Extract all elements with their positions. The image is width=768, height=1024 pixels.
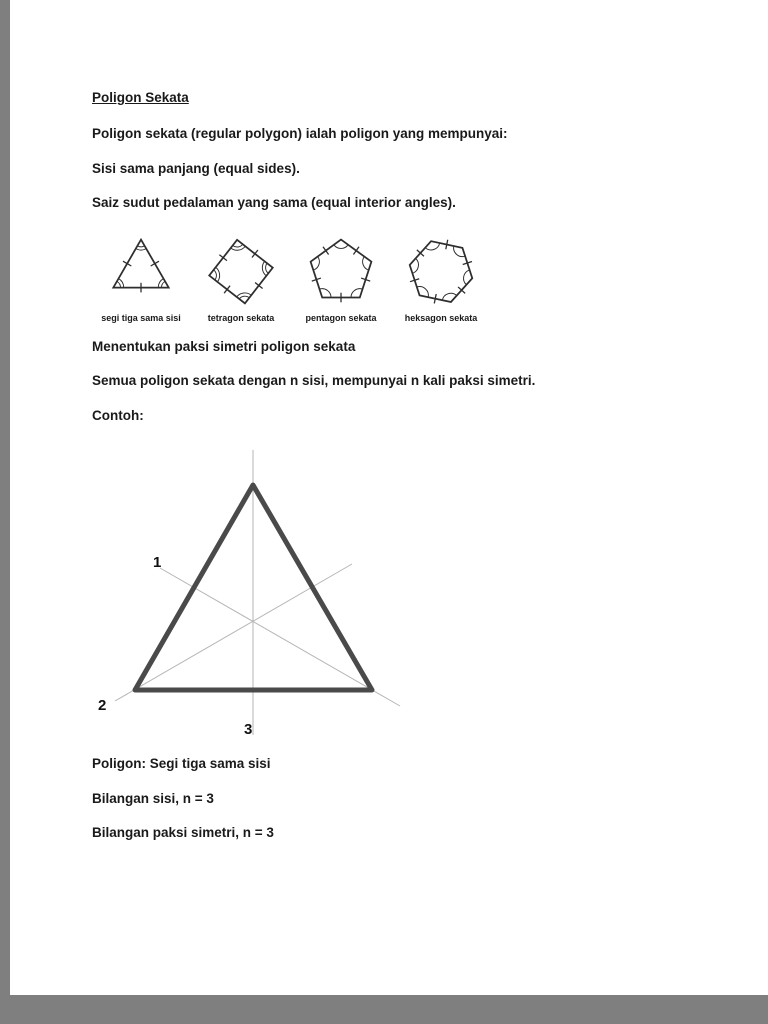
segitiga-shape <box>101 230 181 310</box>
section-heading: Menentukan paksi simetri poligon sekata <box>92 338 356 354</box>
heksagon-shape <box>401 230 481 310</box>
symmetry-triangle-figure <box>90 442 420 752</box>
document-page <box>10 0 768 995</box>
polygon-figure-pentagon <box>298 230 384 323</box>
polygon-figure-heksagon <box>398 230 484 323</box>
example-caption-axes: Bilangan paksi simetri, n = 3 <box>92 825 274 841</box>
polygon-figure-segitiga <box>98 230 184 323</box>
polygon-figure-label: segi tiga sama sisi <box>101 312 181 323</box>
polygon-figure-label: heksagon sekata <box>404 312 478 323</box>
polygon-figure-label: pentagon sekata <box>305 312 377 323</box>
document-content <box>10 0 768 841</box>
polygon-figure-tetragon <box>198 230 284 323</box>
example-caption-polygon: Poligon: Segi tiga sama sisi <box>92 756 271 772</box>
point-equal-angles: Saiz sudut pedalaman yang sama (equal interior angles). <box>92 195 456 211</box>
axis-label-2: 2 <box>98 697 107 715</box>
polygon-figures-row <box>98 230 728 339</box>
point-equal-sides: Sisi sama panjang (equal sides). <box>92 160 300 176</box>
symmetry-axis-2 <box>115 564 352 701</box>
tetragon-shape <box>201 230 281 310</box>
axis-label-3: 3 <box>244 721 253 739</box>
polygon-figure-label: tetragon sekata <box>207 312 275 323</box>
intro-paragraph: Poligon sekata (regular polygon) ialah poligon yang mempunyai: <box>92 126 508 141</box>
pentagon-shape <box>301 230 381 310</box>
axis-label-1: 1 <box>153 554 162 572</box>
section-body: Semua poligon sekata dengan n sisi, mempunyai n kali paksi simetri. <box>92 373 536 389</box>
example-caption-sides: Bilangan sisi, n = 3 <box>92 790 214 806</box>
example-label: Contoh: <box>92 407 144 423</box>
page-title: Poligon Sekata <box>92 90 189 105</box>
